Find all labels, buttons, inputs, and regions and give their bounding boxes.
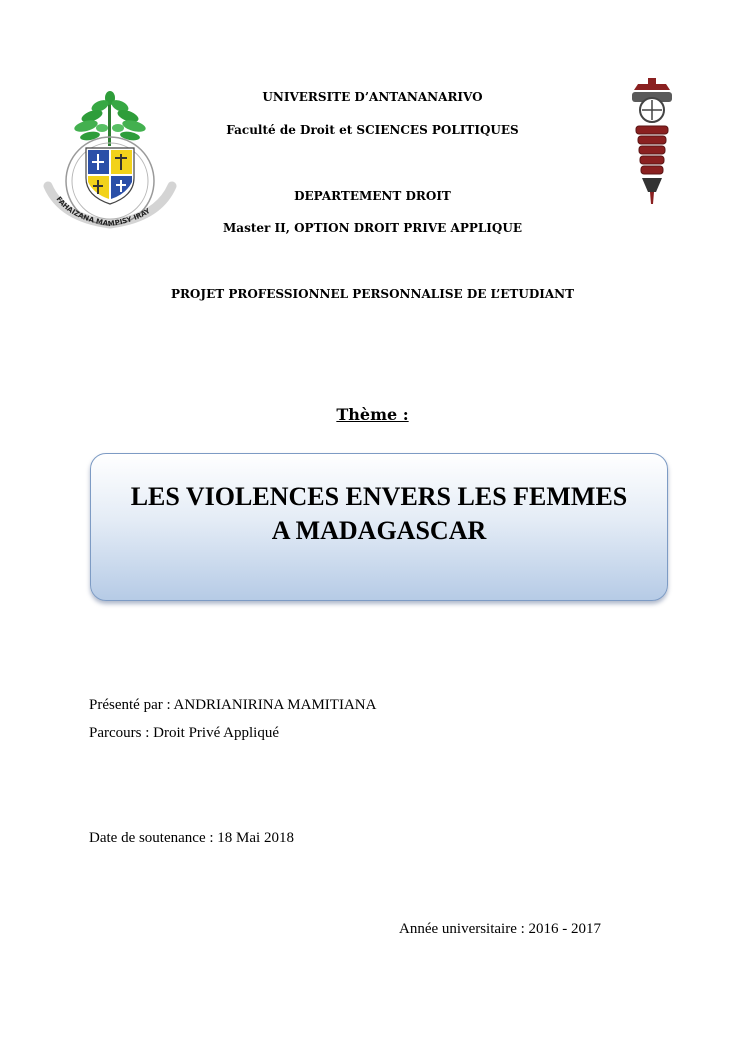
project-heading: PROJET PROFESSIONNEL PERSONNALISE DE L’ETUDIANT <box>170 287 575 301</box>
defense-date: Date de soutenance : 18 Mai 2018 <box>89 830 294 846</box>
title-box <box>90 453 668 601</box>
thesis-title <box>91 480 667 548</box>
thesis-title-line-1: LES VIOLENCES ENVERS LES FEMMES <box>130 482 628 511</box>
university-name: UNIVERSITE D’ANTANANARIVO <box>262 90 483 104</box>
department-name: DEPARTEMENT DROIT <box>294 189 451 203</box>
seal-motto: FAHAIZANA MAMPISY IRAY <box>54 195 152 229</box>
presented-by: Présenté par : ANDRIANIRINA MAMITIANA <box>89 697 377 713</box>
master-program: Master II, OPTION DROIT PRIVE APPLIQUE <box>223 221 522 235</box>
thesis-title-line-2: A MADAGASCAR <box>271 516 487 545</box>
faculty-name: Faculté de Droit et SCIENCES POLITIQUES <box>226 123 519 137</box>
academic-year: Année universitaire : 2016 - 2017 <box>399 921 602 937</box>
track: Parcours : Droit Privé Appliqué <box>89 725 279 741</box>
theme-label: Thème : <box>336 405 409 424</box>
university-seal-icon <box>42 86 178 236</box>
